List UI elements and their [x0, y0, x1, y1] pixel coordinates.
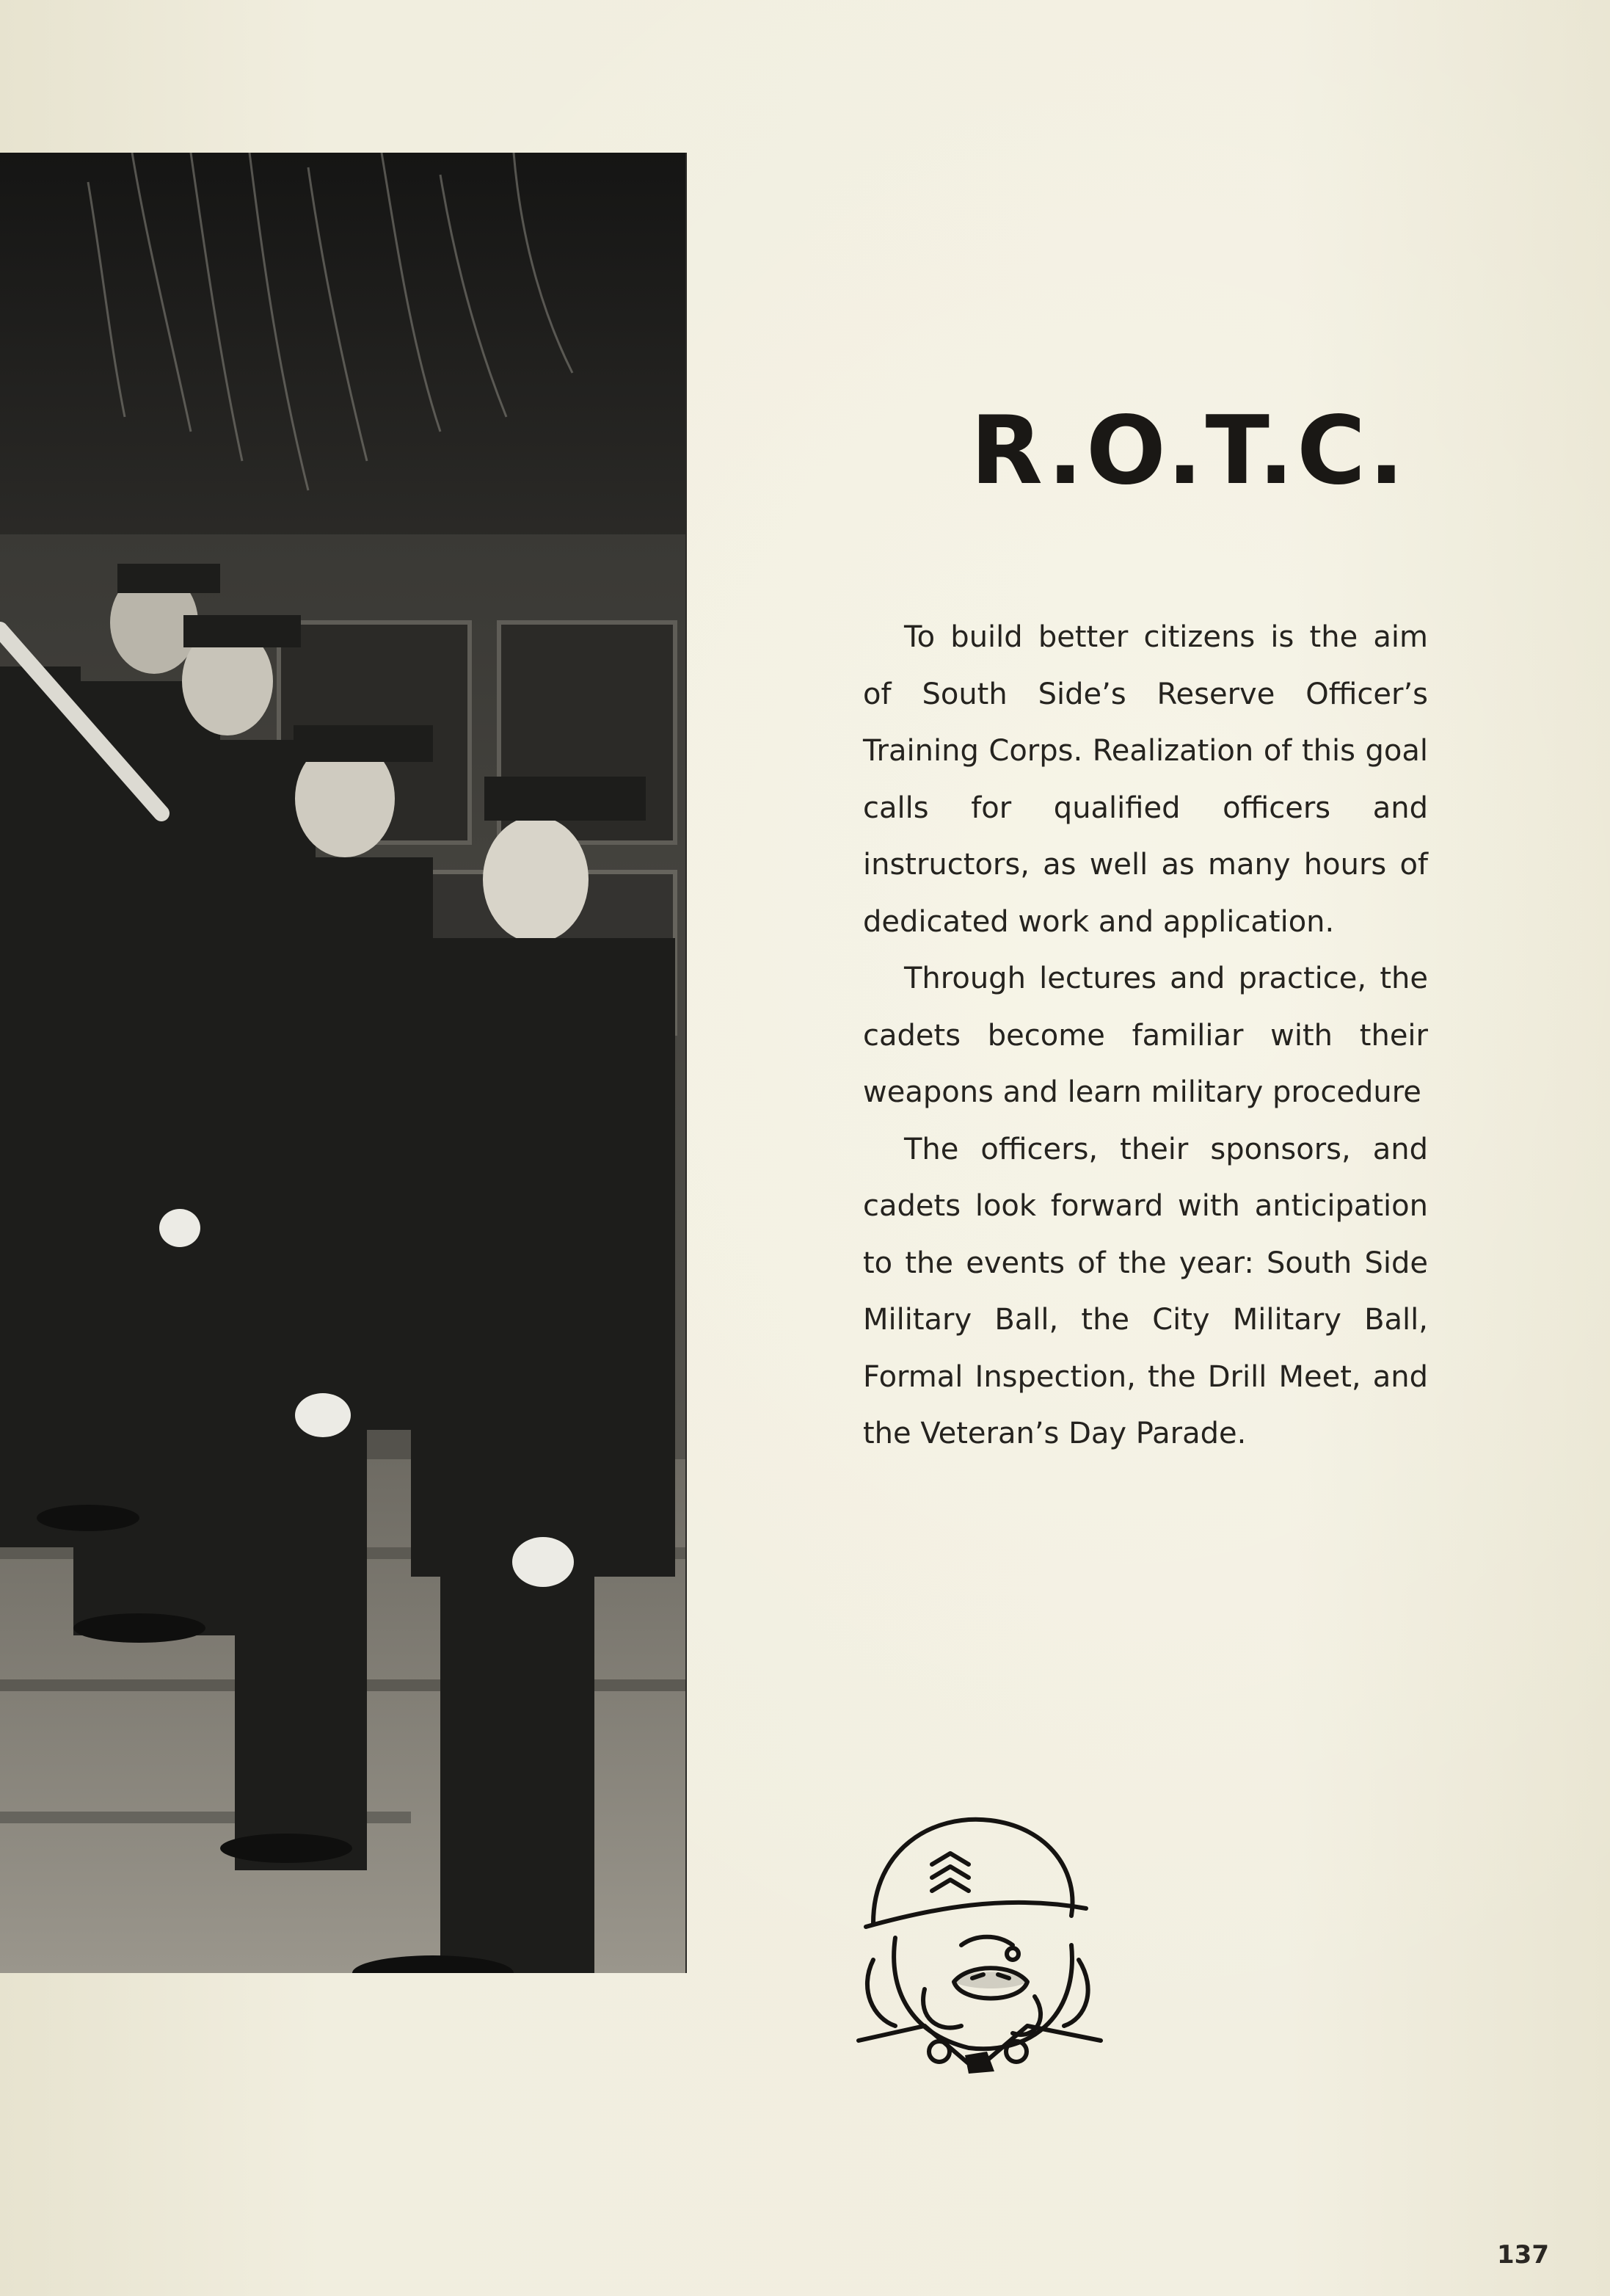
- bulldog-mascot-icon: [844, 1798, 1123, 2077]
- rotc-cadets-photo: [0, 153, 687, 1973]
- paragraph-events: The officers, their sponsors, and cadets look forward with anticipation to the events of the year: South Side Military Ball, the City Military Ball, Formal Inspection, the Drill Meet, and the Veteran’s Day Parade.: [863, 1132, 1428, 1450]
- paragraph-training: Through lectures and practice, the cadets become familiar with their weapons and learn military procedure: [863, 962, 1428, 1109]
- page-number: 137: [1497, 2240, 1549, 2270]
- page-title: R.O.T.C.: [970, 396, 1407, 506]
- body-copy: [863, 609, 1428, 1463]
- photo-drawing: [0, 153, 685, 1973]
- paragraph-aim: To build better citizens is the aim of South Side’s Reserve Officer’s Training Corps. Realization of this goal calls for qualified officers and instructors, as well as many hours of dedicated work and application.: [863, 620, 1428, 939]
